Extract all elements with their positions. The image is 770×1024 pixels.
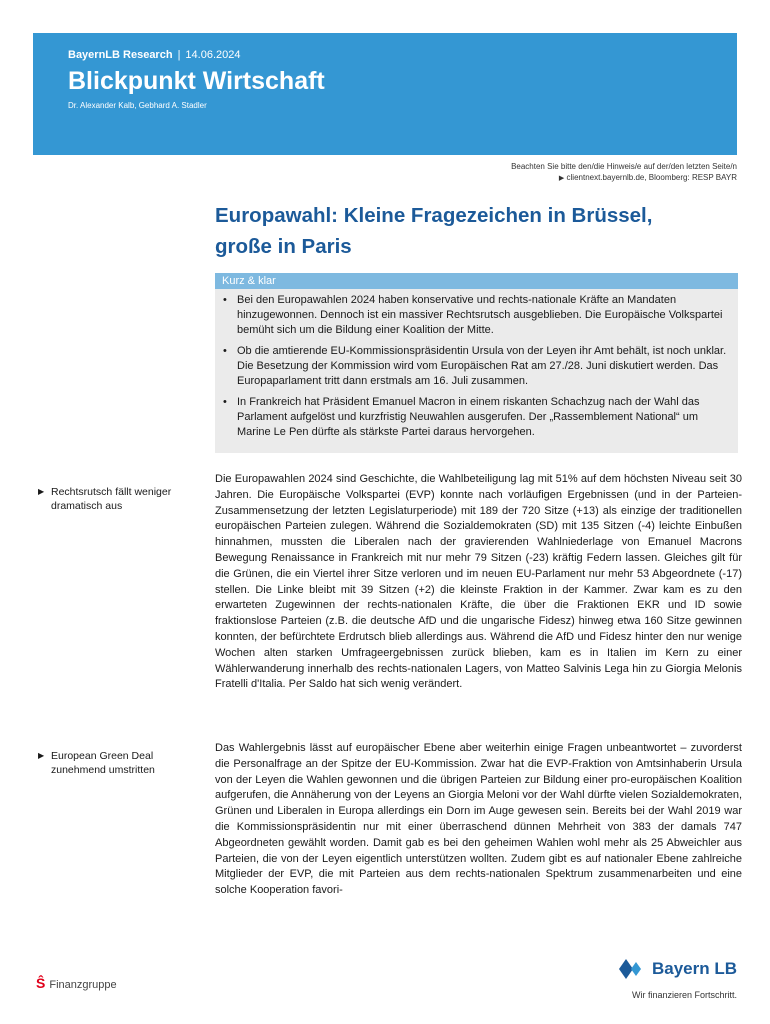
headline-line-2: große in Paris xyxy=(215,235,352,258)
summary-bullet xyxy=(215,293,738,338)
header-separator: | xyxy=(177,49,181,61)
header-banner xyxy=(33,33,737,155)
source-line xyxy=(511,172,737,184)
publication-date: 14.06.2024 xyxy=(185,49,241,61)
summary-label: Kurz & klar xyxy=(222,275,276,287)
arrow-right-icon: ▶ xyxy=(558,175,565,182)
summary-bullet-text: Ob die amtierende EU-Kommissionspräsidentin Ursula von der Leyen ihr Amt behält, ist noch unklar. Die Besetzung der Kommission wird vom Europäischen Rat am 27./28. Juni diskutiert werden. Das Europaparlament tritt dann erstmals am 16. Juli zusammen. xyxy=(237,345,727,387)
summary-bullets xyxy=(215,293,738,446)
finanzgruppe-label: Finanzgruppe xyxy=(49,979,117,991)
authors: Dr. Alexander Kalb, Gebhard A. Stadler xyxy=(68,101,207,110)
side-note-text: Rechtsrutsch fällt weniger dramatisch aus xyxy=(51,486,172,512)
summary-bullet xyxy=(215,344,738,389)
sparkasse-finanzgruppe-logo xyxy=(36,975,117,991)
triangle-right-icon: ▶ xyxy=(38,487,45,496)
summary-bullet xyxy=(215,395,738,440)
bayernlb-logo-mark xyxy=(618,958,737,980)
triangle-right-icon: ▶ xyxy=(38,751,45,760)
sparkasse-s-icon: Ŝ xyxy=(36,975,46,991)
headline-line-1: Europawahl: Kleine Fragezeichen in Brüssel, xyxy=(215,204,653,227)
summary-bullet-text: Bei den Europawahlen 2024 haben konservative und rechts-nationale Kräfte an Mandaten hinzugewonnen. Dennoch ist ein massiver Rechtsrutsch ausgeblieben. Die Europäische Volkspartei bemüht sich um die Bildung einer Koalition der Mitte. xyxy=(237,294,723,336)
publication-title: Blickpunkt Wirtschaft xyxy=(68,67,325,95)
side-note-text: European Green Deal zunehmend umstritten xyxy=(51,750,155,776)
bayernlb-diamond-icon xyxy=(618,958,646,980)
disclaimer-line: Beachten Sie bitte den/die Hinweis/e auf der/den letzten Seite/n xyxy=(511,162,737,171)
summary-bullet-text: In Frankreich hat Präsident Emanuel Macron in einem riskanten Schachzug nach der Wahl das Parlament aufgelöst und kurzfristig Neuwahlen ausgerufen. Der „Rassemblement National“ um Marine Le Pen dürfte als stärkste Partei daraus hervorgehen. xyxy=(237,396,700,438)
side-note-1 xyxy=(38,485,188,513)
brand-label: BayernLB Research xyxy=(68,49,173,61)
source-text: clientnext.bayernlb.de, Bloomberg: RESP BAYR xyxy=(566,173,737,182)
summary-header xyxy=(215,273,738,289)
article-headline xyxy=(215,200,745,262)
side-note-2 xyxy=(38,749,188,777)
bullet-dot-icon: • xyxy=(223,294,227,306)
body-paragraph-2: Das Wahlergebnis lässt auf europäischer Ebene aber weiterhin einige Fragen unbeantwortet – zuvorderst die Personalfrage an der Spitze der EU-Kommission. Zwar hat die EVP-Fraktion von Amtsinhaberin Ursula von der Leyen die Wahlen gewonnen und die übrigen Parteien zur Bildung einer pro-europäischen Koalition aufgerufen, die Annäherung von der Leyens an Giorgia Meloni vor der Wahl dürfte vielen Sozialdemokraten, Grünen und Liberalen in Europa allerdings ein Dorn im Auge gewesen sein. Bereits bei der Wahl 2019 war die Kommissionspräsidentin nur mit einer überraschend dünnen Mehrheit von 383 der damals 747 Abgeordneten gewählt worden. Damit gab es bei den geheimen Wahlen wohl mehr als 25 Abweichler aus Parteien, die von der Leyen eigentlich unterstützen wollten. Zudem gibt es auf nationaler Ebene zahlreiche Mitglieder der EVP, die mit Parteien aus dem rechts-nationalen Spektrum zusammenarbeiten und eine solche Kooperation favori- xyxy=(215,742,742,897)
bullet-dot-icon: • xyxy=(223,396,227,408)
body-paragraph-1: Die Europawahlen 2024 sind Geschichte, die Wahlbeteiligung lag mit 51% auf dem höchsten Niveau seit 30 Jahren. Die Europäische Volkspartei (EVP) konnte nach vorläufigen Ergebnissen (und in der Parteien-Zusammensetzung der letzten Legislaturperiode) mit 189 der 720 Sitze (+13) als einzige der traditionellen europäischen Parteien zulegen. Während die Sozialdemokraten (SD) mit 135 Sitzen (-4) leichte Einbußen hinnahmen, mussten die Liberalen nach der gravierenden Wahlniederlage von Emanuel Macrons Bewegung Renaissance in Frankreich mit nur mehr 79 Sitzen (-23) kräftig Federn lassen. Gleiches gilt für die Grünen, die ein Viertel ihrer Sitze verloren und im neuen EU-Parlament nur mehr 53 Abgeordnete (-17) stellen. Die Linke bleibt mit 39 Sitzen (+2) die kleinste Fraktion in der Kammer. Zwar kam es zu den erwarteten Zugewinnen der rechts-nationalen Kräfte, die über die Fraktionen EKR und ID sowie fraktionslose Parteien (z.B. die deutsche AfD und die ungarische Fidesz) hinweg etwa 160 Sitze gewinnen konnten, der befürchtete Erdrutsch blieb allerdings aus. Während die AfD und Fidesz hinter den nur wenige Wochen alten starken Umfrageergebnissen zurück blieben, kam es in Italien im Kern zu einer Wählerwanderung innerhalb des rechts-nationalen Lagers, von Matteo Salvinis Lega hin zu Giorgia Melonis Fratelli d'Italia. Per Saldo hat sich wenig verändert. xyxy=(215,473,742,691)
bayernlb-logo xyxy=(607,958,737,1000)
bullet-dot-icon: • xyxy=(223,345,227,357)
bayernlb-slogan: Wir finanzieren Fortschritt. xyxy=(631,990,737,1000)
bayernlb-name: Bayern LB xyxy=(651,959,737,978)
header-meta xyxy=(68,49,240,61)
disclaimer-notice xyxy=(511,161,737,184)
